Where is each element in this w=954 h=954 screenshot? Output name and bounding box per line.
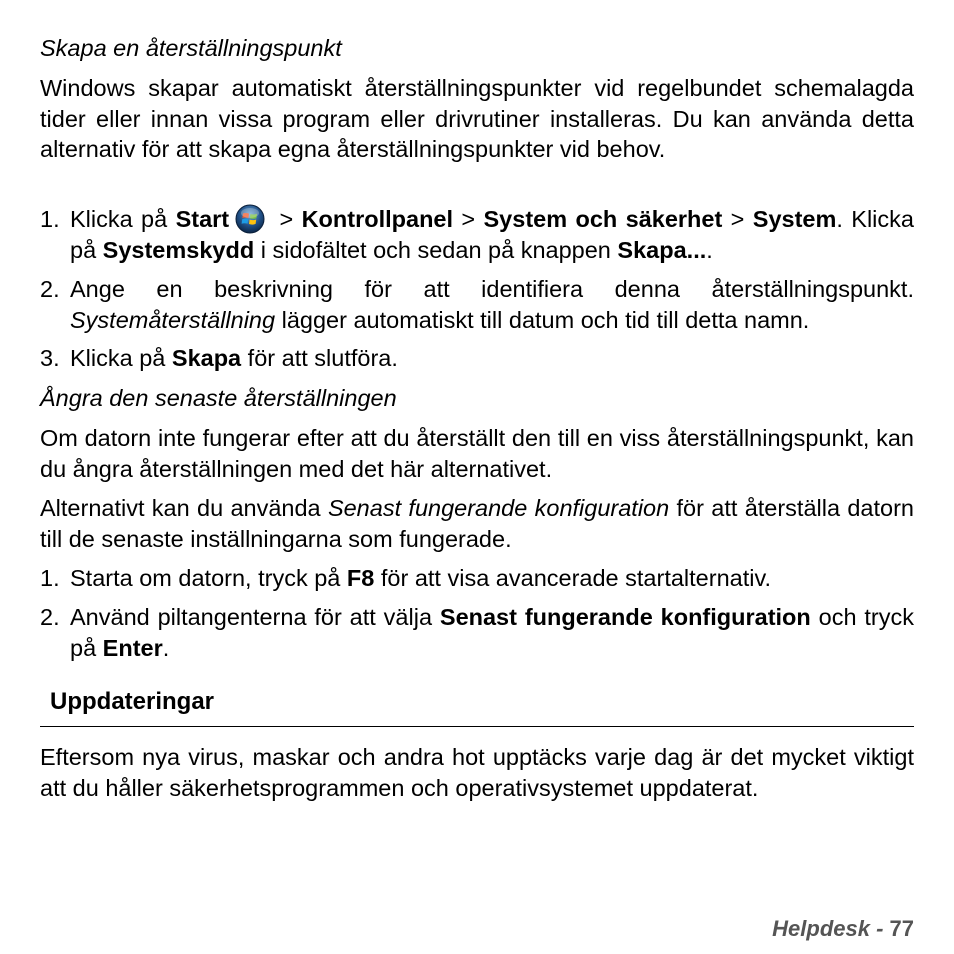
section-title-uppdateringar: Uppdateringar [50, 688, 215, 715]
systemskydd-label: Systemskydd [102, 236, 255, 263]
list-number: 1. [40, 206, 60, 232]
step-text: . [706, 236, 713, 263]
step-text: i sidofältet och sedan på knappen [254, 236, 618, 263]
windows-start-orb-icon [235, 204, 265, 234]
systematerstallning-term: Systemåterställning [70, 306, 276, 333]
list-text [70, 274, 914, 335]
separator: > [722, 206, 753, 232]
paragraph-text: Alternativt kan du använda [40, 495, 328, 521]
restore-point-intro: Windows skapar automatiskt återställningspunkter vid regelbundet schemalagda tider eller innan vissa program eller drivrutiner installeras. Du kan använda detta alternativ för att skapa egna återställningspunkter vid behov. [40, 75, 914, 162]
step-text: Använd piltangenterna för att välja [70, 604, 440, 630]
senast-fungerande-label: Senast fungerande konfiguration [439, 604, 811, 630]
undo-heading: Ångra den senaste återställningen [40, 385, 397, 411]
list-number: 3. [40, 345, 60, 371]
list-number: 1. [40, 565, 60, 591]
footer-title: Helpdesk - [772, 916, 890, 941]
undo-paragraph-2 [40, 493, 914, 554]
step-text: . Klicka på [70, 206, 914, 263]
list-text [70, 563, 914, 594]
step-text: Ange en beskrivning för att identifiera denna återställningspunkt. [70, 276, 914, 302]
list-text [70, 204, 914, 265]
system-label: System [752, 206, 837, 232]
restore-step-1 [40, 204, 914, 265]
undo-paragraph-1: Om datorn inte fungerar efter att du återställt den till en viss återställningspunkt, kan du ångra återställningen med det här alternativet. [40, 425, 914, 482]
list-text [70, 602, 914, 663]
step-text: . [162, 634, 170, 661]
restore-step-3 [40, 343, 914, 374]
page-number: 77 [889, 916, 914, 941]
step-text: Klicka på [70, 345, 172, 371]
kontrollpanel-label: Kontrollpanel [301, 206, 454, 232]
list-number: 2. [40, 604, 60, 630]
step-text: lägger automatiskt till datum och tid till detta namn. [275, 306, 810, 333]
skapa-button-label: Skapa... [617, 236, 707, 263]
paragraph-text: för att återställa datorn till de senaste inställningarna som fungerade. [40, 495, 914, 552]
list-text [70, 343, 914, 374]
undo-step-2 [40, 602, 914, 663]
step-text: för att visa avancerade startalternativ. [374, 565, 771, 591]
undo-step-1 [40, 563, 914, 594]
section-divider [40, 726, 914, 727]
restore-point-heading: Skapa en återställningspunkt [40, 35, 342, 61]
list-number: 2. [40, 276, 60, 302]
separator: > [271, 206, 302, 232]
page-footer [772, 916, 914, 942]
separator: > [453, 206, 484, 232]
updates-paragraph: Eftersom nya virus, maskar och andra hot upptäcks varje dag är det mycket viktigt att du håller säkerhetsprogrammen och operativsystemet uppdaterat. [40, 744, 914, 801]
step-text: för att slutföra. [241, 345, 398, 371]
step-text: Starta om datorn, tryck på [70, 565, 347, 591]
enter-key-label: Enter [102, 634, 163, 661]
system-och-sakerhet-label: System och säkerhet [483, 206, 723, 232]
senast-fungerande-term: Senast fungerande konfiguration [327, 495, 670, 521]
restore-step-2 [40, 274, 914, 335]
start-label: Start [175, 206, 230, 232]
step-text: Klicka på [70, 206, 176, 232]
f8-key-label: F8 [346, 565, 375, 591]
step-text: och tryck på [70, 604, 914, 661]
skapa-label: Skapa [171, 345, 242, 371]
